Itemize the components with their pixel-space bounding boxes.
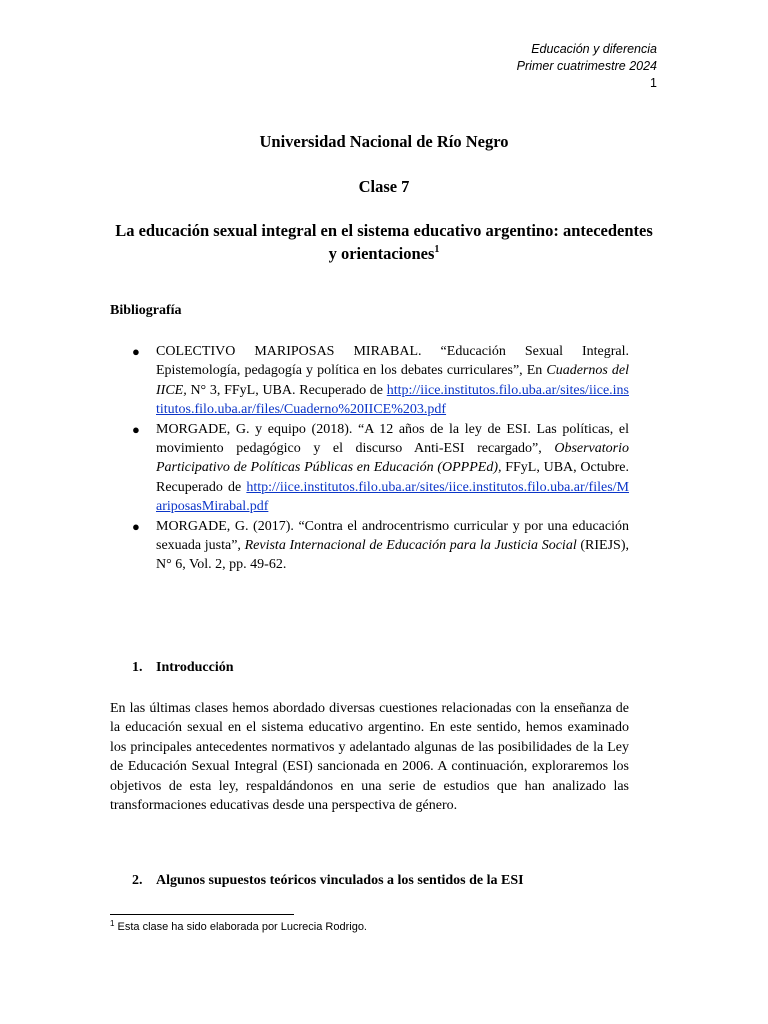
lesson-title: [110, 219, 658, 265]
ref-text-tail: FFyL, UBA, Octubre. Recuperado de: [156, 460, 629, 495]
running-header: [517, 41, 657, 92]
footnote: [110, 921, 367, 933]
ref-source: Cuadernos del IICE,: [156, 363, 629, 398]
section-number: 1.: [132, 660, 143, 675]
header-course: Educación y diferencia: [531, 42, 657, 56]
section-title: Introducción: [156, 660, 234, 675]
bullet-icon: ●: [132, 344, 140, 359]
bibliography-list: [110, 342, 629, 575]
footnote-divider: [110, 914, 294, 915]
bullet-icon: ●: [132, 518, 140, 534]
bullet-icon: ●: [132, 421, 140, 437]
ref-link[interactable]: http://iice.institutos.filo.uba.ar/sites/iice.institutos.filo.uba.ar/files/MariposasMirabal.pdf: [156, 479, 629, 515]
ref-source: Observatorio Participativo de Políticas Públicas en Educación (OPPPEd),: [156, 441, 629, 476]
bibliography-heading: Bibliografía: [110, 303, 182, 318]
section-title: Algunos supuestos teóricos vinculados a los sentidos de la ESI: [156, 873, 524, 888]
page-number: 1: [650, 76, 657, 90]
list-item: [110, 342, 629, 420]
footnote-ref[interactable]: 1: [434, 244, 440, 255]
header-term: Primer cuatrimestre 2024: [516, 59, 657, 73]
footnote-marker: 1: [110, 919, 115, 928]
class-title: Clase 7: [358, 177, 410, 196]
ref-source: Revista Internacional de Educación para la Justicia Social: [244, 538, 577, 554]
lesson-title-text: La educación sexual integral en el sistema educativo argentino: antecedentes y orientaciones: [115, 221, 653, 263]
list-item: [110, 420, 629, 517]
university-title: Universidad Nacional de Río Negro: [259, 132, 509, 151]
ref-text: MORGADE, G. (2017). “Contra el androcentrismo curricular y por una educación sexuada justa”,: [156, 518, 629, 554]
ref-link[interactable]: http://iice.institutos.filo.uba.ar/sites/iice.institutos.filo.uba.ar/files/Cuaderno%20IICE%203.pdf: [156, 382, 629, 418]
ref-text-tail: N° 3, FFyL, UBA. Recuperado de: [186, 382, 387, 398]
section-number: 2.: [132, 873, 143, 888]
list-item: [110, 517, 629, 575]
intro-paragraph: En las últimas clases hemos abordado diversas cuestiones relacionadas con la enseñanza de la educación sexual en el sistema educativo argentino. En este sentido, hemos examinado los principales antecedentes normativos y adelantado algunas de las posibilidades de la Ley de Educación Sexual Integral (ESI) sancionada en 2006. A continuación, exploraremos los objetivos de esta ley, respaldándonos en una serie de estudios que han analizado las transformaciones educativas desde una perspectiva de género.: [110, 701, 629, 814]
ref-text: MORGADE, G. y equipo (2018). “A 12 años de la ley de ESI. Las políticas, el movimiento pedagógico y el discurso Anti-ESI recargado”,: [156, 421, 629, 457]
footnote-text: Esta clase ha sido elaborada por Lucrecia Rodrigo.: [114, 921, 367, 933]
ref-text-tail: (RIEJS), N° 6, Vol. 2, pp. 49-62.: [156, 538, 630, 573]
ref-text: COLECTIVO MARIPOSAS MIRABAL. “Educación Sexual Integral. Epistemología, pedagogía y política en los debates curriculares”, En: [156, 344, 629, 379]
